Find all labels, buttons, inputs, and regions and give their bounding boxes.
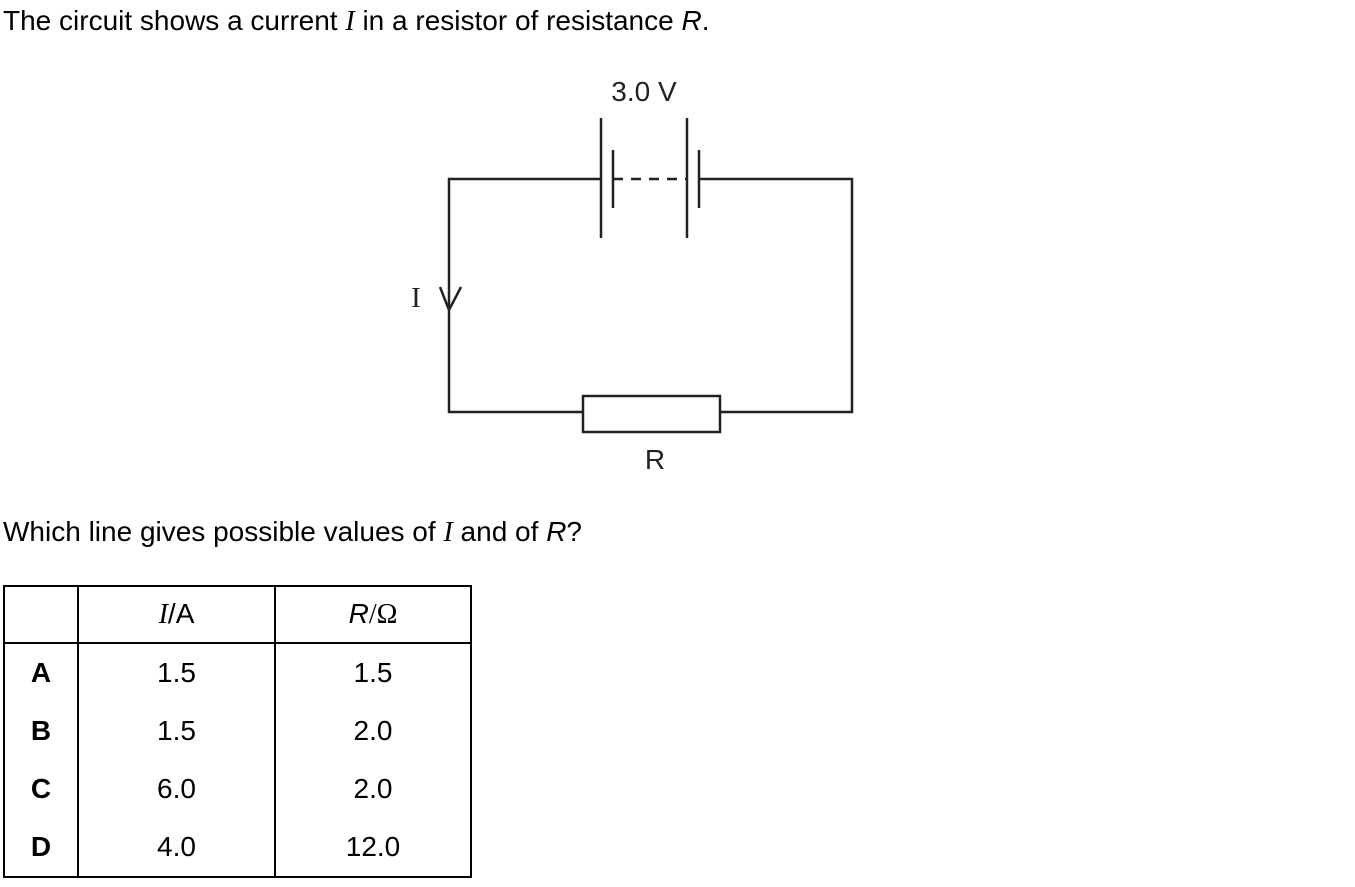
question-part-2: and of — [452, 516, 547, 547]
header-current — [78, 586, 275, 643]
question-symbol-current: I — [443, 517, 453, 548]
wire-top-left — [449, 179, 601, 412]
current-arrow-icon — [440, 287, 461, 310]
option-label: A — [4, 643, 78, 702]
current-value: 4.0 — [78, 818, 275, 877]
resistance-value: 12.0 — [275, 818, 471, 877]
header-resistance — [275, 586, 471, 643]
resistance-value: 1.5 — [275, 643, 471, 702]
current-value: 1.5 — [78, 702, 275, 760]
answer-table — [3, 585, 472, 878]
resistance-value: 2.0 — [275, 760, 471, 818]
table-row — [4, 702, 471, 760]
intro-symbol-resistance: R — [681, 5, 702, 36]
circuit-wires — [440, 118, 852, 432]
table-row — [4, 643, 471, 702]
battery-voltage-label: 3.0 V — [611, 76, 677, 107]
current-value: 6.0 — [78, 760, 275, 818]
question-text — [3, 515, 582, 550]
question-part-3: ? — [566, 516, 582, 547]
option-label: B — [4, 702, 78, 760]
question-part-1: Which line gives possible values of — [3, 516, 444, 547]
intro-part-3: . — [701, 5, 710, 36]
header-blank-cell — [4, 586, 78, 643]
header-resistance-symbol: R — [348, 598, 369, 629]
table-row — [4, 760, 471, 818]
wire-top-right — [699, 179, 852, 412]
current-label: I — [411, 282, 421, 314]
table-header-row — [4, 586, 471, 643]
header-current-unit: /A — [167, 598, 195, 629]
question-symbol-resistance: R — [546, 516, 567, 547]
option-label: C — [4, 760, 78, 818]
intro-part-2: in a resistor of resistance — [354, 5, 682, 36]
header-current-symbol: I — [158, 599, 168, 630]
table-row — [4, 818, 471, 877]
intro-part-1: The circuit shows a current — [3, 5, 346, 36]
current-value: 1.5 — [78, 643, 275, 702]
resistance-value: 2.0 — [275, 702, 471, 760]
header-resistance-unit: /Ω — [368, 599, 398, 630]
intro-symbol-current: I — [345, 6, 355, 37]
resistor — [583, 396, 720, 432]
resistor-label: R — [644, 444, 666, 475]
option-label: D — [4, 818, 78, 877]
